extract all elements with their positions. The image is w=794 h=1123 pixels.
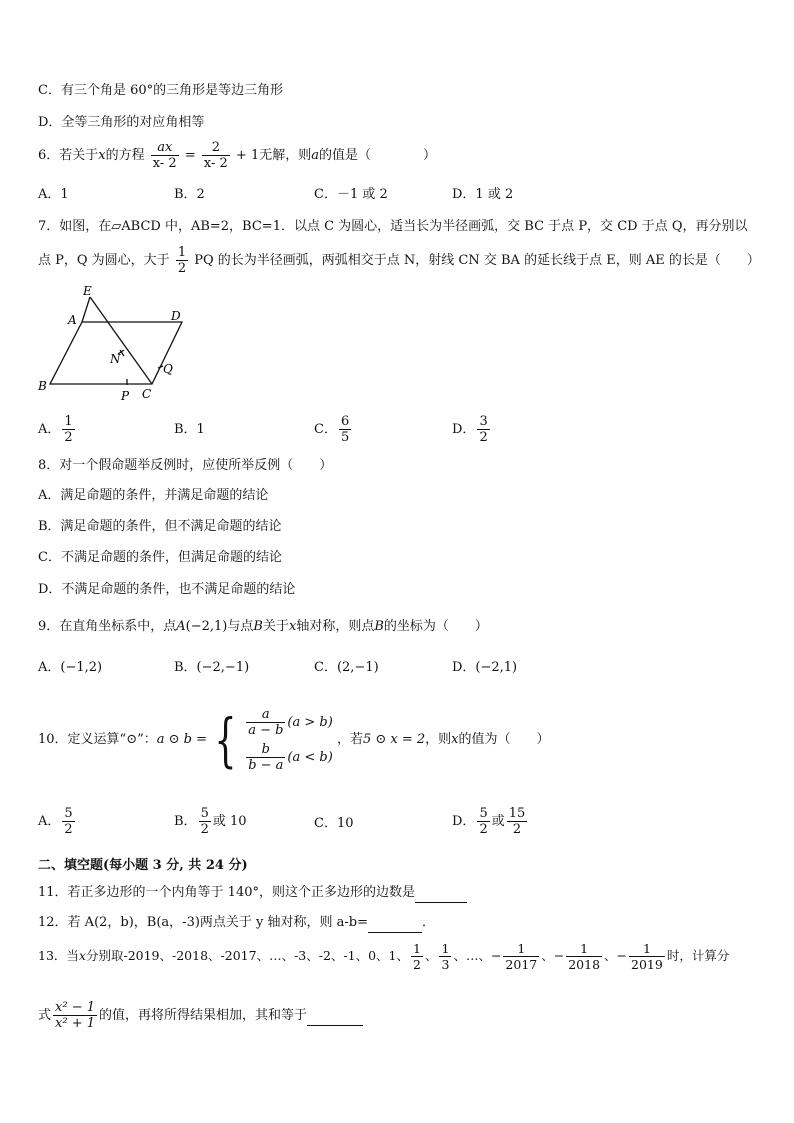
q7-close: ） [746,253,760,268]
q6-close: ） [423,148,437,163]
q7-option-d-label: D． [452,422,476,437]
q6-rhs-den: x- 2 [203,156,228,171]
q7-option-d-fraction [477,414,489,445]
q10-option-a-num: 5 [64,806,73,821]
q10-mid2: ，则 [425,732,452,747]
q10-option-a-label: A． [38,814,61,829]
q13-frac-3-den: 2017 [505,957,538,972]
q12-answer-blank[interactable] [368,914,422,933]
q10-var: x [451,732,459,747]
q7-option-d-num: 3 [479,414,488,429]
q12-text: 12．若 A(2，b)，B(a，-3)两点关于 y 轴对称，则 a-b= [38,915,369,930]
section-fill-in-title: 二、填空题(每小题 3 分, 共 24 分) [38,858,248,873]
q9-option-d: D．(−2,1) [452,660,518,675]
q10-case2-fraction [246,742,285,773]
q13-var: x [78,948,86,963]
q9-point-a: A [176,619,186,634]
q10-tail: 的值为（ ） [458,732,550,747]
q7-option-a-den: 2 [64,430,73,445]
q7-line2-pre: 点 P，Q 为圆心，大于 [38,253,170,268]
q10-mid: ，若 [336,732,363,747]
q9-mid3: 轴对称，则点 [296,619,375,634]
q13-frac-1 [411,941,423,972]
q10-option-d-joiner: 或 [491,814,505,829]
q10-option-b [174,806,247,837]
q7-option-c [314,414,353,445]
q13-frac-5-num: 1 [629,941,665,957]
q10-cond: 5 ⊙ x = 2 [362,732,426,747]
q7-option-d-den: 2 [479,430,488,445]
q13-expression-den: x² + 1 [55,1016,95,1031]
ray-cn [90,297,152,384]
q13-line2-pre: 式 [38,1008,52,1023]
q6-var-a: a [311,148,319,163]
q10-option-d [452,806,529,837]
q7-option-a-label: A． [38,422,61,437]
q10-option-d-fraction1 [477,806,489,837]
q13-expression-num: x² − 1 [55,1000,95,1015]
q10-case2 [244,742,333,773]
q9-coord-a: (−2,1) [185,619,228,634]
q6-option-c: C．－1 或 2 [314,187,388,202]
q13-frac-3-num: 1 [503,941,539,957]
q7-option-a-num: 1 [64,414,73,429]
q10-option-d-label: D． [452,814,476,829]
q6-option-d: D．1 或 2 [452,187,514,202]
label-b: B [38,379,47,393]
label-c: C [142,387,152,401]
q9-tail: 的坐标为（ ） [383,619,488,634]
q7-option-a-fraction [62,414,74,445]
q6-rhs-num: 2 [202,140,230,156]
q7-line1: 7．如图，在▱ABCD 中，AB=2，BC=1．以点 C 为圆心，适当长为半径画弧，交 BC 于点 P，交 CD 于点 Q，再分别以 [38,219,748,234]
q13-dots: 、…、− [453,948,502,963]
q6-stem [38,140,436,171]
q9-axis: x [288,619,297,634]
q6-tail1: 无解，则 [259,148,312,163]
q13-frac-4 [566,941,602,972]
label-a: A [68,313,77,327]
q5-option-c: C．有三个角是 60°的三角形是等边三角形 [38,83,284,98]
q8-option-a: A．满足命题的条件，并满足命题的结论 [38,488,269,503]
q13-sep2: 、− [541,948,565,963]
q10-case1-cond: (a > b) [287,714,333,730]
q13-answer-blank[interactable] [307,1007,363,1026]
q9-option-b: B．(−2,−1) [174,660,250,675]
q10-option-b-label: B． [174,814,197,829]
q11-text: 11．若正多边形的一个内角等于 140°，则这个正多边形的边数是 [38,885,415,900]
q13-frac-5-den: 2019 [631,957,663,972]
q10-brace: { [214,705,237,774]
q9-mid: 与点 [227,619,254,634]
q13-line2-post: 的值，再将所得结果相加，其和等于 [99,1008,308,1023]
q5-option-d: D．全等三角形的对应角相等 [38,115,205,130]
q7-option-a [38,414,77,445]
q6-prefix: 6．若关于 [38,148,99,163]
q6-var-x: x [98,148,106,163]
q10-option-d-den2: 2 [512,822,522,837]
q7-line2-post: PQ 的长为半径画弧，两弧相交于点 N，射线 CN 交 BA 的延长线于点 E，则 AE 的长是（ [194,253,721,268]
q13-frac-2 [439,941,451,972]
q6-lhs-num: ax [151,140,179,156]
q10-stem [38,700,550,782]
q13-frac-4-num: 1 [566,941,602,957]
q13-expression [53,1000,97,1031]
q8-option-d: D．不满足命题的条件，也不满足命题的结论 [38,582,296,597]
q6-tail2: 的值是（ [319,148,372,163]
q6-lhs-den: x- 2 [152,156,177,171]
q9-stem [38,618,488,636]
q6-eq: = [184,148,196,163]
q7-option-c-label: C． [314,422,337,437]
q8-stem: 8．对一个假命题举反例时，应使所举反例（ ） [38,458,333,473]
q13-frac-1-num: 1 [413,941,421,956]
q13-line2 [38,1000,363,1031]
q7-figure [32,282,192,404]
q13-sep1: 、 [424,948,438,963]
label-e: E [83,284,92,298]
q9-mid2: 关于 [262,619,289,634]
q11-answer-blank[interactable] [415,884,467,903]
q7-option-c-num: 6 [340,414,350,429]
label-p: P [121,389,130,403]
q10-option-b-den: 2 [200,822,209,837]
q6-mid: 的方程 [105,148,145,163]
q10-cases [244,703,333,777]
q13-frac-3 [503,941,539,972]
q9-pre: 9．在直角坐标系中，点 [38,619,177,634]
label-q: Q [163,362,173,376]
q9-point-b2: B [374,619,384,634]
q10-case2-den: b − a [248,757,284,773]
q13-line1 [38,941,729,972]
q8-option-c: C．不满足命题的条件，但满足命题的结论 [38,550,282,565]
q10-option-b-num: 5 [200,806,209,821]
q6-rhs-fraction [202,140,230,171]
q10-option-d-fraction2 [507,806,528,837]
q13-list: 分别取-2019、-2018、-2017、…、-3、-2、-1、0、1、 [85,948,410,963]
q6-plus: + 1 [235,148,260,163]
q7-option-d [452,414,492,445]
q10-pre: 10．定义运算“⊙”： [38,732,157,747]
q10-option-b-fraction [199,806,211,837]
q13-tail: 时，计算分 [666,948,730,963]
q7-option-c-fraction [339,414,351,445]
label-n: N [110,352,121,366]
q10-case1-fraction [246,707,285,738]
q10-option-d-num1: 5 [479,806,488,821]
q10-case1 [244,707,333,738]
q9-point-b: B [253,619,263,634]
q7-option-c-den: 5 [340,430,350,445]
q9-option-c: C．(2,−1) [314,660,379,675]
ray-ba-extension [82,297,90,322]
q6-option-b: B．2 [174,187,205,202]
q13-frac-5 [629,941,665,972]
q13-pre: 13．当 [38,948,79,963]
q12-stem [38,914,435,933]
q13-frac-1-den: 2 [413,957,421,972]
q7-line2 [38,245,760,276]
q8-option-b: B．满足命题的条件，但不满足命题的结论 [38,519,282,534]
q9-option-a: A．(−1,2) [38,660,103,675]
q12-end: ． [422,915,436,930]
q10-option-d-num2: 15 [508,806,526,821]
q10-option-a [38,806,77,837]
q7-half-den: 2 [177,261,187,276]
q6-lhs-fraction [151,140,179,171]
q10-option-d-den1: 2 [479,822,488,837]
q10-case1-den: a − b [248,722,284,738]
q11-stem [38,884,467,903]
q10-lhs: a ⊙ b = [156,732,207,747]
q13-sep3: 、− [604,948,628,963]
q10-case2-cond: (a < b) [287,749,333,765]
q10-option-a-fraction [62,806,74,837]
label-d: D [171,309,181,323]
q7-option-b: B．1 [174,422,205,437]
q13-frac-2-num: 1 [441,941,450,956]
q13-frac-4-den: 2018 [568,957,601,972]
q13-frac-2-den: 3 [441,957,450,972]
q10-case2-num: b [246,742,285,758]
q6-option-a: A．1 [38,187,69,202]
q10-case1-num: a [246,707,285,723]
q7-half-fraction [176,245,188,276]
q10-option-a-den: 2 [64,822,73,837]
q10-option-c: C．10 [314,816,354,831]
q7-half-num: 1 [177,245,187,260]
q10-option-b-suffix: 或 10 [212,814,247,829]
